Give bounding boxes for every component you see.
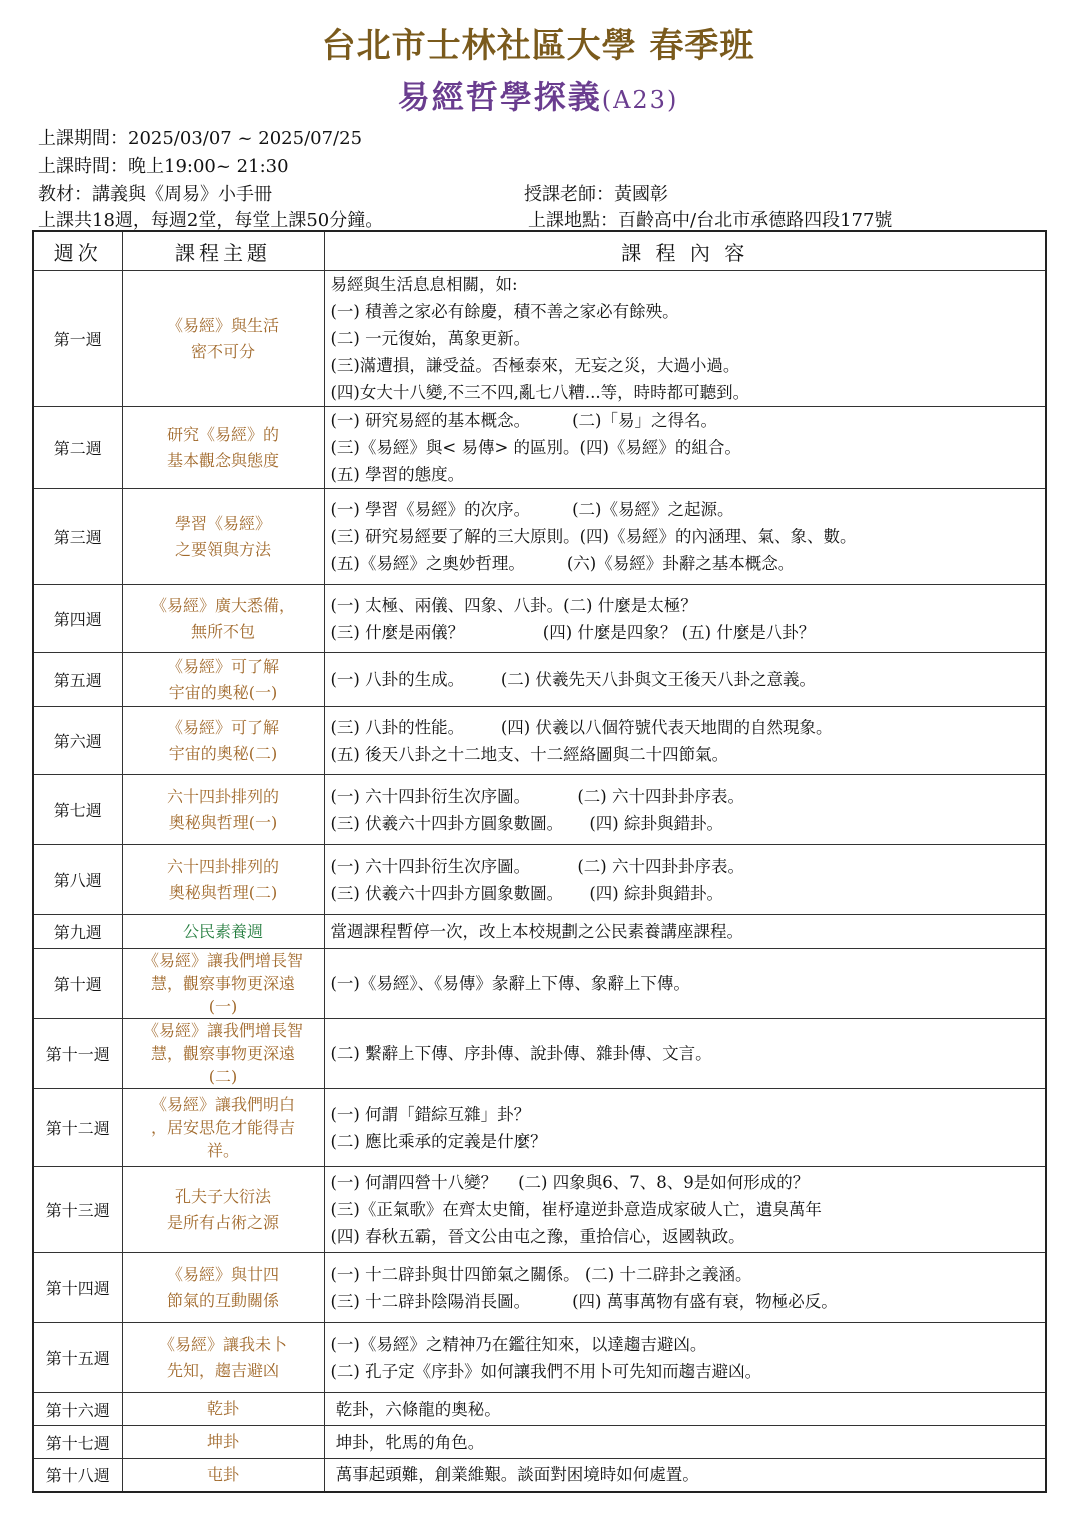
info-time: 上課時間：晚上19:00~ 21:30 xyxy=(38,156,289,177)
table-row xyxy=(33,1323,1046,1393)
topic-line: 《易經》讓我們增長智 xyxy=(142,1021,303,1040)
topic-cell xyxy=(122,1089,324,1167)
week-cell: 第六週 xyxy=(33,707,122,775)
week-cell: 第十四週 xyxy=(33,1253,122,1323)
topic-line: 宇宙的奧秘(二) xyxy=(168,743,278,763)
content-line: (一) 六十四卦衍生次序圖。 (二) 六十四卦卦序表。 xyxy=(330,786,744,806)
topic-cell xyxy=(122,845,324,915)
content-line: (五)《易經》之奧妙哲理。 (六)《易經》卦辭之基本概念。 xyxy=(330,554,795,573)
topic-line: 屯卦 xyxy=(206,1464,239,1484)
content-line: (三)《正氣歌》在齊太史簡，崔杼違逆卦意造成家破人亡，遺臭萬年 xyxy=(330,1200,822,1219)
topic-line: ，居安思危才能得吉 xyxy=(150,1118,295,1137)
content-line: 當週課程暫停一次，改上本校規劃之公民素養講座課程。 xyxy=(330,922,743,941)
topic-line: 奧秘與哲理(一) xyxy=(168,812,278,832)
topic-line: 節氣的互動關係 xyxy=(166,1290,279,1310)
topic-line: (二) xyxy=(208,1067,238,1086)
content-line: (一) 學習《易經》的次序。 (二)《易經》之起源。 xyxy=(330,500,734,519)
topic-line: 基本觀念與態度 xyxy=(166,450,279,470)
topic-cell xyxy=(122,775,324,845)
week-cell: 第十七週 xyxy=(33,1426,122,1459)
content-cell xyxy=(324,1323,1046,1393)
topic-line: 《易經》讓我未卜 xyxy=(158,1334,287,1354)
topic-line: (一) xyxy=(208,997,238,1016)
page-title: 台北市士林社區大學 春季班 xyxy=(321,26,755,66)
table-row xyxy=(33,1253,1046,1323)
info-material: 教材：講義與《周易》小手冊 xyxy=(38,184,272,205)
content-line: 坤卦，牝馬的角色。 xyxy=(330,1432,485,1452)
topic-line: 無所不包 xyxy=(190,621,255,641)
content-line: (一) 何謂四營十八變？ (二) 四象與6、7、8、9是如何形成的？ xyxy=(330,1173,810,1192)
info-teacher: 授課老師：黃國彰 xyxy=(524,184,668,205)
content-cell xyxy=(324,1426,1046,1459)
table-row xyxy=(33,1393,1046,1426)
week-cell: 第八週 xyxy=(33,845,122,915)
topic-line: 慧，觀察事物更深遠 xyxy=(150,974,295,993)
topic-line: 《易經》可了解 xyxy=(166,656,279,676)
content-line: (二) 應比乘承的定義是什麼？ xyxy=(330,1131,547,1151)
course-name: 易經哲學探義 xyxy=(397,78,602,116)
topic-line: 乾卦 xyxy=(206,1399,239,1418)
table-row xyxy=(33,1019,1046,1089)
content-cell xyxy=(324,707,1046,775)
content-line: (五) 學習的態度。 xyxy=(330,465,465,484)
topic-line: 慧，觀察事物更深遠 xyxy=(150,1044,295,1063)
week-cell: 第二週 xyxy=(33,407,122,489)
topic-cell xyxy=(122,949,324,1019)
table-row xyxy=(33,653,1046,707)
topic-line: 《易經》與廿四 xyxy=(166,1264,279,1284)
content-line: 乾卦，六條龍的奧秘。 xyxy=(330,1399,501,1419)
topic-cell xyxy=(122,271,324,407)
content-line: (三)《易經》與< 易傳> 的區別。(四)《易經》的組合。 xyxy=(330,438,741,457)
week-cell: 第十一週 xyxy=(33,1019,122,1089)
week-cell: 第十二週 xyxy=(33,1089,122,1167)
content-line: 萬事起頭難，創業維艱。談面對困境時如何處置。 xyxy=(330,1465,699,1485)
topic-cell xyxy=(122,407,324,489)
content-line: (一)《易經》、《易傳》彖辭上下傳、象辭上下傳。 xyxy=(330,974,690,993)
content-line: (一) 八卦的生成。 (二) 伏羲先天八卦與文王後天八卦之意義。 xyxy=(330,670,816,689)
topic-cell xyxy=(122,653,324,707)
info-schedule: 上課共18週，每週2堂，每堂上課50分鐘。 xyxy=(38,210,384,231)
topic-line: 坤卦 xyxy=(206,1432,239,1451)
week-cell: 第十六週 xyxy=(33,1393,122,1426)
info-location: 上課地點：百齡高中/台北市承德路四段177號 xyxy=(528,210,893,231)
topic-cell xyxy=(122,585,324,653)
table-row xyxy=(33,585,1046,653)
content-cell xyxy=(324,1459,1046,1492)
content-cell xyxy=(324,489,1046,585)
topic-line: 奧秘與哲理(二) xyxy=(168,882,278,902)
topic-cell xyxy=(122,1323,324,1393)
content-cell xyxy=(324,915,1046,949)
table-row xyxy=(33,707,1046,775)
content-line: (一) 太極、兩儀、四象、八卦。(二) 什麼是太極？ xyxy=(330,595,697,615)
content-line: (四)女大十八變,不三不四,亂七八糟...等，時時都可聽到。 xyxy=(330,383,750,402)
content-line: (三)滿遭損，謙受益。否極泰來，无妄之災，大過小過。 xyxy=(330,356,740,375)
topic-cell xyxy=(122,1019,324,1089)
table-row xyxy=(33,407,1046,489)
content-cell xyxy=(324,1089,1046,1167)
topic-cell xyxy=(122,707,324,775)
info-period: 上課期間：2025/03/07 ~ 2025/07/25 xyxy=(38,128,363,149)
topic-line: 密不可分 xyxy=(190,341,255,361)
table-row xyxy=(33,949,1046,1019)
content-cell xyxy=(324,653,1046,707)
topic-line: 《易經》讓我們明白 xyxy=(150,1095,295,1114)
week-cell: 第一週 xyxy=(33,271,122,407)
header-content: 課 程 內 容 xyxy=(324,231,1046,271)
content-line: (一)《易經》之精神乃在鑑往知來，以達趨吉避凶。 xyxy=(330,1334,707,1354)
table-row xyxy=(33,1167,1046,1253)
week-cell: 第五週 xyxy=(33,653,122,707)
topic-line: 祥。 xyxy=(206,1141,239,1160)
topic-cell xyxy=(122,915,324,949)
week-cell: 第十八週 xyxy=(33,1459,122,1492)
topic-line: 宇宙的奧秘(一) xyxy=(168,682,278,702)
week-cell: 第十三週 xyxy=(33,1167,122,1253)
content-cell xyxy=(324,585,1046,653)
content-cell xyxy=(324,407,1046,489)
topic-line: 六十四卦排列的 xyxy=(166,856,279,876)
header-topic: 課程主題 xyxy=(122,231,324,271)
week-cell: 第四週 xyxy=(33,585,122,653)
content-line: (二) 繫辭上下傳、序卦傳、說卦傳、雜卦傳、文言。 xyxy=(330,1044,712,1063)
table-row xyxy=(33,1426,1046,1459)
content-cell xyxy=(324,271,1046,407)
content-line: (五) 後天八卦之十二地支、十二經絡圖與二十四節氣。 xyxy=(330,744,729,764)
content-line: (二) 一元復始，萬象更新。 xyxy=(330,329,531,348)
topic-line: 《易經》讓我們增長智 xyxy=(142,951,303,970)
topic-line: 先知，趨吉避凶 xyxy=(166,1360,279,1380)
table-row xyxy=(33,775,1046,845)
table-row xyxy=(33,271,1046,407)
content-cell xyxy=(324,949,1046,1019)
content-line: (三) 研究易經要了解的三大原則。(四)《易經》的內涵理、氣、象、數。 xyxy=(330,527,857,546)
content-cell xyxy=(324,845,1046,915)
content-line: (三) 伏羲六十四卦方圓象數圖。 (四) 綜卦與錯卦。 xyxy=(330,883,723,903)
content-line: (三) 十二辟卦陰陽消長圖。 (四) 萬事萬物有盛有衰，物極必反。 xyxy=(330,1291,838,1311)
topic-cell xyxy=(122,1459,324,1492)
content-line: (一) 研究易經的基本概念。 (二)「易」之得名。 xyxy=(330,411,717,430)
week-cell: 第七週 xyxy=(33,775,122,845)
content-line: 易經與生活息息相關，如: xyxy=(330,275,518,294)
content-line: (三) 八卦的性能。 (四) 伏羲以八個符號代表天地間的自然現象。 xyxy=(330,717,833,737)
content-line: (二) 孔子定《序卦》如何讓我們不用卜可先知而趨吉避凶。 xyxy=(330,1361,762,1381)
table-row xyxy=(33,1089,1046,1167)
topic-cell xyxy=(122,489,324,585)
content-line: (一) 何謂「錯綜互雜」卦？ xyxy=(330,1104,531,1124)
content-line: (一) 積善之家必有餘慶，積不善之家必有餘殃。 xyxy=(330,302,679,321)
course-code: (A23) xyxy=(601,86,679,114)
topic-line: 公民素養週 xyxy=(182,921,263,941)
topic-line: 六十四卦排列的 xyxy=(166,786,279,806)
topic-line: 是所有占術之源 xyxy=(166,1212,279,1232)
syllabus-table xyxy=(32,230,1047,1493)
header-week: 週次 xyxy=(33,231,122,271)
table-row xyxy=(33,845,1046,915)
topic-line: 《易經》廣大悉備， xyxy=(150,595,295,615)
table-row xyxy=(33,1459,1046,1492)
content-cell xyxy=(324,1393,1046,1426)
content-line: (一) 六十四卦衍生次序圖。 (二) 六十四卦卦序表。 xyxy=(330,856,744,876)
content-cell xyxy=(324,1019,1046,1089)
topic-cell xyxy=(122,1393,324,1426)
table-row xyxy=(33,489,1046,585)
topic-line: 之要領與方法 xyxy=(174,539,271,559)
content-cell xyxy=(324,775,1046,845)
content-line: (三) 什麼是兩儀？ (四) 什麼是四象？ (五) 什麼是八卦？ xyxy=(330,622,816,642)
content-line: (一) 十二辟卦與廿四節氣之關係。 (二) 十二辟卦之義涵。 xyxy=(330,1264,752,1284)
topic-line: 研究《易經》的 xyxy=(166,424,279,444)
topic-cell xyxy=(122,1167,324,1253)
table-header-row xyxy=(33,231,1046,271)
topic-line: 《易經》可了解 xyxy=(166,717,279,737)
topic-line: 《易經》與生活 xyxy=(166,315,279,335)
content-cell xyxy=(324,1253,1046,1323)
content-cell xyxy=(324,1167,1046,1253)
topic-line: 孔夫子大衍法 xyxy=(174,1186,271,1206)
course-title xyxy=(0,72,1076,118)
content-line: (四) 春秋五霸，晉文公由屯之豫，重拾信心，返國執政。 xyxy=(330,1227,745,1246)
week-cell: 第三週 xyxy=(33,489,122,585)
topic-cell xyxy=(122,1426,324,1459)
week-cell: 第九週 xyxy=(33,915,122,949)
table-row xyxy=(33,915,1046,949)
content-line: (三) 伏羲六十四卦方圓象數圖。 (四) 綜卦與錯卦。 xyxy=(330,813,723,833)
week-cell: 第十五週 xyxy=(33,1323,122,1393)
topic-cell xyxy=(122,1253,324,1323)
topic-line: 學習《易經》 xyxy=(174,513,271,533)
week-cell: 第十週 xyxy=(33,949,122,1019)
